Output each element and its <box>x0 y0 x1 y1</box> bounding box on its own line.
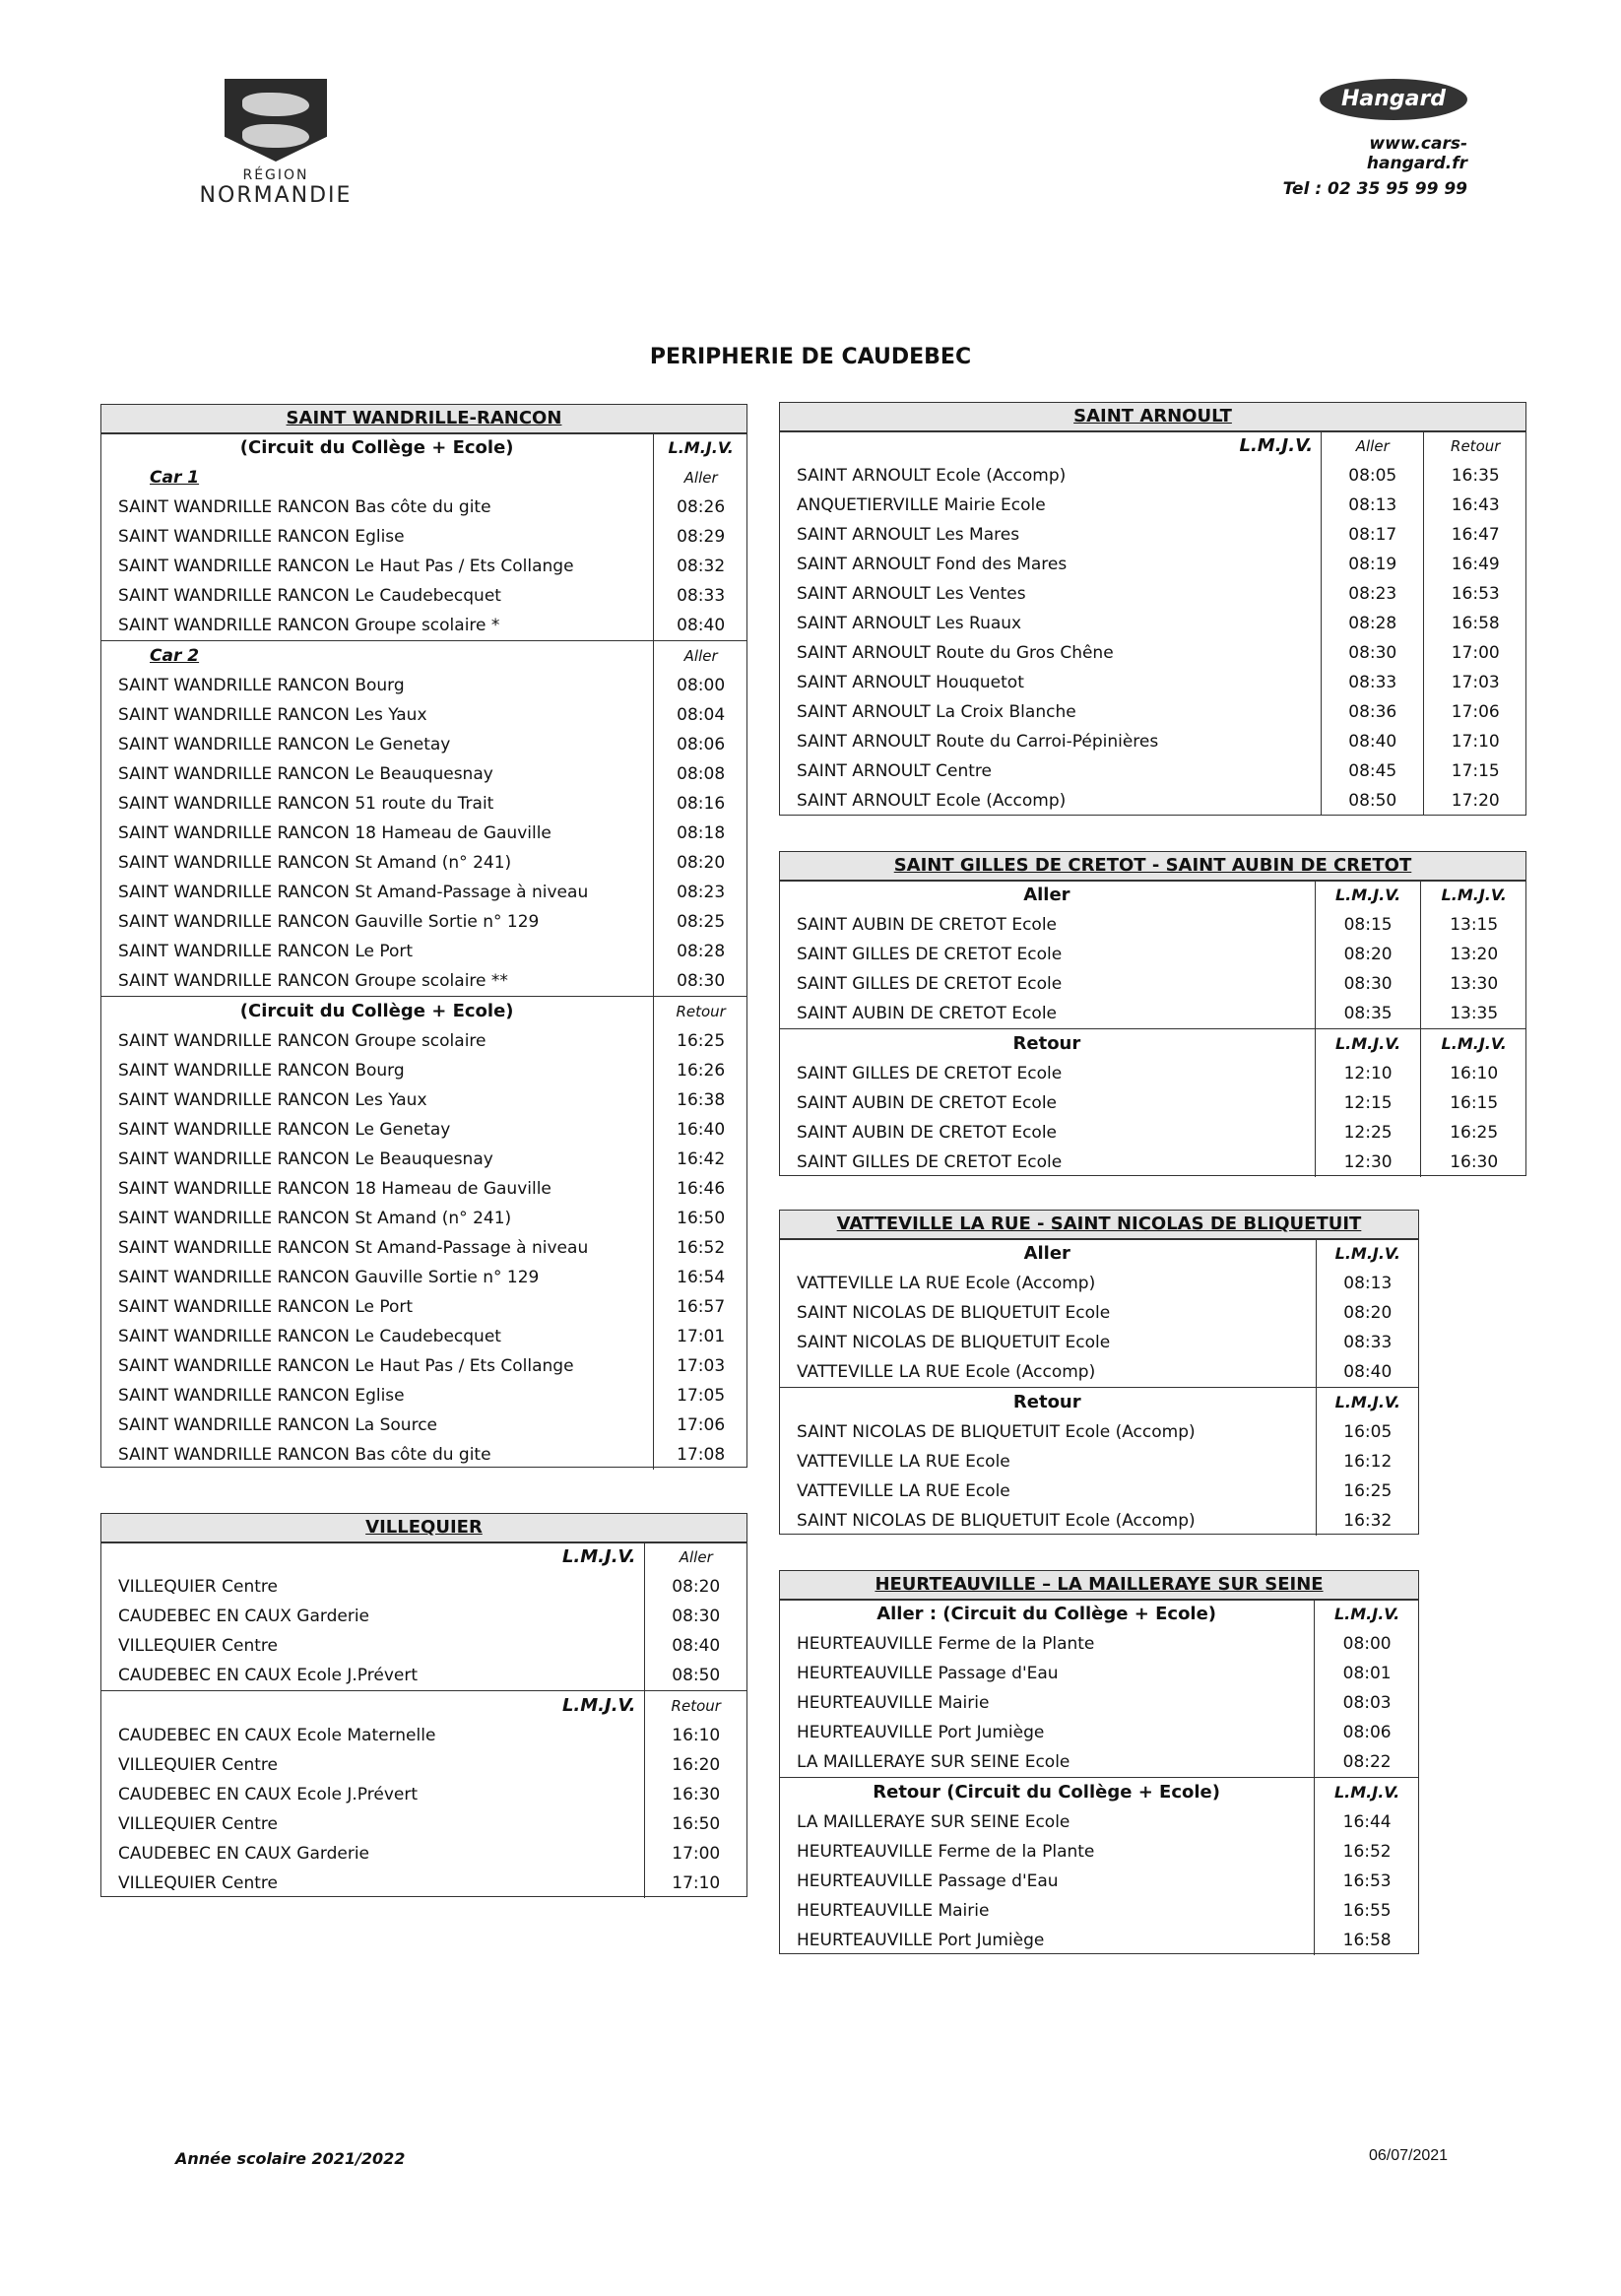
table-title: SAINT WANDRILLE-RANCON <box>100 404 747 433</box>
time-cell: 16:50 <box>654 1204 747 1233</box>
time-cell: 08:20 <box>1315 940 1421 969</box>
time-cell: 16:25 <box>1316 1476 1419 1506</box>
column-header: Aller <box>644 1542 747 1572</box>
stop-name: HEURTEAUVILLE Passage d'Eau <box>797 1871 1059 1891</box>
stop-name: SAINT WANDRILLE RANCON 18 Hameau de Gauville <box>118 1179 551 1199</box>
section-label: Aller <box>1023 885 1070 905</box>
column-header: L.M.J.V. <box>1315 881 1421 910</box>
stop-name: CAUDEBEC EN CAUX Ecole J.Prévert <box>118 1666 418 1685</box>
time-cell: 08:05 <box>1322 461 1424 491</box>
stop-name: SAINT WANDRILLE RANCON Le Beauquesnay <box>118 764 493 784</box>
time-cell: 08:00 <box>1315 1629 1419 1659</box>
time-cell: 08:25 <box>654 907 747 937</box>
stop-name: SAINT WANDRILLE RANCON Groupe scolaire * <box>118 616 500 635</box>
stop-name: SAINT WANDRILLE RANCON St Amand (n° 241) <box>118 853 512 873</box>
column-header: Retour <box>1424 431 1526 461</box>
column-header: L.M.J.V. <box>1316 1239 1419 1269</box>
stop-name: CAUDEBEC EN CAUX Garderie <box>118 1844 370 1864</box>
time-cell: 17:01 <box>654 1322 747 1351</box>
time-cell: 16:47 <box>1424 520 1526 550</box>
stop-name: SAINT AUBIN DE CRETOT Ecole <box>797 1004 1058 1023</box>
time-cell: 08:06 <box>1315 1718 1419 1747</box>
header-divider <box>779 1238 1419 1240</box>
stop-name: HEURTEAUVILLE Port Jumiège <box>797 1723 1045 1742</box>
stop-name: SAINT ARNOULT Centre <box>797 761 992 781</box>
lion-icon <box>242 124 309 148</box>
column-header: Aller <box>654 641 747 672</box>
stop-name: SAINT WANDRILLE RANCON Le Haut Pas / Ets Collange <box>118 1356 574 1376</box>
stop-name: SAINT AUBIN DE CRETOT Ecole <box>797 915 1058 935</box>
normandie-shield-icon <box>225 79 327 162</box>
page-title: PERIPHERIE DE CAUDEBEC <box>649 345 972 369</box>
stop-name: SAINT WANDRILLE RANCON Le Haut Pas / Ets Collange <box>118 557 574 576</box>
stop-name: SAINT ARNOULT Fond des Mares <box>797 555 1068 574</box>
section-label: Retour (Circuit du Collège + Ecole) <box>779 1778 1315 1808</box>
stop-name: SAINT ARNOULT Ecole (Accomp) <box>797 791 1067 811</box>
stop-name: HEURTEAUVILLE Port Jumiège <box>797 1931 1045 1950</box>
stop-name: SAINT AUBIN DE CRETOT Ecole <box>797 1123 1058 1143</box>
time-cell: 17:20 <box>1424 786 1526 816</box>
stop-name: SAINT ARNOULT Les Ruaux <box>797 614 1022 633</box>
time-cell: 08:36 <box>1322 697 1424 727</box>
time-cell: 12:15 <box>1315 1088 1421 1118</box>
stop-name: SAINT WANDRILLE RANCON Bas côte du gite <box>118 497 491 517</box>
time-cell: 08:40 <box>1322 727 1424 756</box>
column-header: L.M.J.V. <box>1315 1778 1419 1808</box>
column-header: L.M.J.V. <box>1316 1388 1419 1418</box>
stop-name: HEURTEAUVILLE Mairie <box>797 1693 990 1713</box>
stop-name: SAINT WANDRILLE RANCON Groupe scolaire ** <box>118 971 508 991</box>
table-border <box>779 1210 1419 1535</box>
time-cell: 12:30 <box>1315 1148 1421 1177</box>
stop-name: SAINT WANDRILLE RANCON Gauville Sortie n° 129 <box>118 912 540 932</box>
time-cell: 08:28 <box>1322 609 1424 638</box>
time-cell: 12:10 <box>1315 1059 1421 1088</box>
time-cell: 16:43 <box>1424 491 1526 520</box>
section-label: Aller <box>1023 1243 1070 1264</box>
stop-name: SAINT WANDRILLE RANCON Les Yaux <box>118 1090 427 1110</box>
table-title: VATTEVILLE LA RUE - SAINT NICOLAS DE BLIQUETUIT <box>779 1210 1419 1239</box>
time-cell: 08:13 <box>1316 1269 1419 1298</box>
time-cell: 08:30 <box>654 966 747 997</box>
time-cell: 13:30 <box>1421 969 1526 999</box>
stop-name: SAINT WANDRILLE RANCON Bourg <box>118 1061 405 1081</box>
time-cell: 17:00 <box>1424 638 1526 668</box>
section-label: Car 1 <box>150 468 200 488</box>
header-divider <box>779 880 1526 882</box>
time-cell: 16:40 <box>654 1115 747 1145</box>
stop-name: CAUDEBEC EN CAUX Ecole Maternelle <box>118 1726 436 1745</box>
stop-name: SAINT WANDRILLE RANCON St Amand-Passage à niveau <box>118 1238 589 1258</box>
time-cell: 16:12 <box>1316 1447 1419 1476</box>
time-cell: 17:10 <box>644 1869 747 1898</box>
stop-name: SAINT NICOLAS DE BLIQUETUIT Ecole (Accomp) <box>797 1422 1196 1442</box>
time-cell: 08:35 <box>1315 999 1421 1029</box>
time-cell: 08:50 <box>644 1661 747 1691</box>
time-cell: 16:58 <box>1424 609 1526 638</box>
stop-name: VATTEVILLE LA RUE Ecole (Accomp) <box>797 1274 1096 1293</box>
time-cell: 16:25 <box>1421 1118 1526 1148</box>
time-cell: 16:26 <box>654 1056 747 1085</box>
stop-name: VATTEVILLE LA RUE Ecole <box>797 1452 1010 1472</box>
website-link[interactable]: www.cars-hangard.fr <box>1366 134 1467 173</box>
time-cell: 08:17 <box>1322 520 1424 550</box>
time-cell: 08:20 <box>654 848 747 878</box>
time-cell: 08:32 <box>654 552 747 581</box>
time-cell: 16:53 <box>1424 579 1526 609</box>
stop-name: SAINT WANDRILLE RANCON St Amand-Passage à niveau <box>118 883 589 902</box>
stop-name: SAINT GILLES DE CRETOT Ecole <box>797 1064 1063 1083</box>
time-cell: 08:13 <box>1322 491 1424 520</box>
time-cell: 16:32 <box>1316 1506 1419 1536</box>
stop-name: SAINT AUBIN DE CRETOT Ecole <box>797 1093 1058 1113</box>
stop-name: LA MAILLERAYE SUR SEINE Ecole <box>797 1752 1070 1772</box>
time-cell: 17:03 <box>654 1351 747 1381</box>
stop-name: VILLEQUIER Centre <box>118 1577 278 1597</box>
time-cell: 08:16 <box>654 789 747 819</box>
table-title: SAINT ARNOULT <box>779 402 1526 431</box>
time-cell: 16:42 <box>654 1145 747 1174</box>
time-cell: 08:30 <box>1322 638 1424 668</box>
time-cell: 08:22 <box>1315 1747 1419 1778</box>
time-cell: 16:58 <box>1315 1926 1419 1955</box>
stop-name: SAINT WANDRILLE RANCON Le Genetay <box>118 1120 451 1140</box>
stop-name: VILLEQUIER Centre <box>118 1636 278 1656</box>
time-cell: 08:04 <box>654 700 747 730</box>
time-cell: 08:33 <box>1316 1328 1419 1357</box>
column-header: L.M.J.V. <box>1421 1029 1526 1060</box>
time-cell: 17:00 <box>644 1839 747 1869</box>
stop-name: SAINT GILLES DE CRETOT Ecole <box>797 945 1063 964</box>
time-cell: 16:10 <box>644 1721 747 1750</box>
time-cell: 08:23 <box>1322 579 1424 609</box>
table-border <box>779 402 1526 816</box>
column-header: Retour <box>654 997 747 1027</box>
section-label: Car 2 <box>100 641 654 672</box>
column-header: Aller <box>1322 431 1424 461</box>
time-cell: 08:45 <box>1322 756 1424 786</box>
stop-name: SAINT WANDRILLE RANCON Le Port <box>118 942 414 961</box>
time-cell: 16:53 <box>1315 1867 1419 1896</box>
time-cell: 16:30 <box>1421 1148 1526 1177</box>
time-cell: 17:06 <box>654 1410 747 1440</box>
stop-name: VILLEQUIER Centre <box>118 1755 278 1775</box>
time-cell: 16:38 <box>654 1085 747 1115</box>
time-cell: 13:20 <box>1421 940 1526 969</box>
stop-name: VATTEVILLE LA RUE Ecole (Accomp) <box>797 1362 1096 1382</box>
time-cell: 16:54 <box>654 1263 747 1292</box>
stop-name: SAINT WANDRILLE RANCON Le Caudebecquet <box>118 1327 501 1346</box>
time-cell: 16:57 <box>654 1292 747 1322</box>
stop-name: SAINT WANDRILLE RANCON 18 Hameau de Gauville <box>118 823 551 843</box>
stop-name: SAINT WANDRILLE RANCON Le Beauquesnay <box>118 1149 493 1169</box>
time-cell: 08:15 <box>1315 910 1421 940</box>
time-cell: 16:55 <box>1315 1896 1419 1926</box>
column-header: L.M.J.V. <box>1421 881 1526 910</box>
time-cell: 17:03 <box>1424 668 1526 697</box>
time-cell: 08:23 <box>654 878 747 907</box>
time-cell: 08:50 <box>1322 786 1424 816</box>
time-cell: 17:10 <box>1424 727 1526 756</box>
stop-name: SAINT ARNOULT Houquetot <box>797 673 1024 692</box>
time-cell: 08:01 <box>1315 1659 1419 1688</box>
time-cell: 17:15 <box>1424 756 1526 786</box>
stop-name: SAINT WANDRILLE RANCON Bourg <box>118 676 405 695</box>
table-border <box>779 1570 1419 1954</box>
time-cell: 08:00 <box>654 671 747 700</box>
stop-name: SAINT WANDRILLE RANCON Le Genetay <box>118 735 451 754</box>
stop-name: SAINT WANDRILLE RANCON Gauville Sortie n° 129 <box>118 1268 540 1287</box>
time-cell: 08:30 <box>644 1602 747 1631</box>
column-header: L.M.J.V. <box>1315 1600 1419 1629</box>
lion-icon <box>242 93 309 116</box>
time-cell: 17:05 <box>654 1381 747 1410</box>
stop-name: SAINT WANDRILLE RANCON 51 route du Trait <box>118 794 494 814</box>
time-cell: 16:15 <box>1421 1088 1526 1118</box>
stop-name: VILLEQUIER Centre <box>118 1814 278 1834</box>
table-border <box>779 851 1526 1176</box>
stop-name: HEURTEAUVILLE Passage d'Eau <box>797 1664 1059 1683</box>
time-cell: 16:05 <box>1316 1417 1419 1447</box>
time-cell: 13:35 <box>1421 999 1526 1029</box>
time-cell: 08:08 <box>654 759 747 789</box>
time-cell: 08:29 <box>654 522 747 552</box>
time-cell: 08:26 <box>654 492 747 522</box>
section-label: (Circuit du Collège + Ecole) <box>100 997 654 1027</box>
stop-name: LA MAILLERAYE SUR SEINE Ecole <box>797 1812 1070 1832</box>
time-cell: 08:06 <box>654 730 747 759</box>
time-cell: 08:18 <box>654 819 747 848</box>
time-cell: 16:35 <box>1424 461 1526 491</box>
column-header: L.M.J.V. <box>654 433 747 463</box>
time-cell: 16:10 <box>1421 1059 1526 1088</box>
normandie-logo <box>187 79 364 208</box>
time-cell: 08:03 <box>1315 1688 1419 1718</box>
time-cell: 08:20 <box>644 1572 747 1602</box>
time-cell: 08:20 <box>1316 1298 1419 1328</box>
school-year: Année scolaire 2021/2022 <box>175 2149 406 2168</box>
hangard-brand: Hangard <box>1320 79 1467 120</box>
document-date: 06/07/2021 <box>1369 2147 1449 2164</box>
time-cell: 16:46 <box>654 1174 747 1204</box>
stop-name: VILLEQUIER Centre <box>118 1873 278 1893</box>
hangard-logo <box>1270 79 1467 199</box>
table-border <box>100 404 747 1468</box>
time-cell: 16:50 <box>644 1809 747 1839</box>
column-header: Aller <box>654 463 747 492</box>
time-cell: 13:15 <box>1421 910 1526 940</box>
header-divider <box>100 1542 747 1543</box>
stop-name: SAINT WANDRILLE RANCON Eglise <box>118 1386 405 1406</box>
stop-name: SAINT WANDRILLE RANCON La Source <box>118 1415 438 1435</box>
stop-name: SAINT WANDRILLE RANCON Bas côte du gite <box>118 1445 491 1465</box>
time-cell: 08:40 <box>654 611 747 641</box>
time-cell: 08:40 <box>1316 1357 1419 1388</box>
stop-name: SAINT WANDRILLE RANCON Groupe scolaire <box>118 1031 486 1051</box>
header-divider <box>779 430 1526 432</box>
time-cell: 08:19 <box>1322 550 1424 579</box>
stop-name: CAUDEBEC EN CAUX Ecole J.Prévert <box>118 1785 418 1804</box>
stop-name: SAINT ARNOULT Route du Gros Chêne <box>797 643 1114 663</box>
table-title: HEURTEAUVILLE – LA MAILLERAYE SUR SEINE <box>779 1570 1419 1600</box>
time-cell: 08:30 <box>1315 969 1421 999</box>
stop-name: SAINT ARNOULT Ecole (Accomp) <box>797 466 1067 486</box>
stop-name: ANQUETIERVILLE Mairie Ecole <box>797 495 1046 515</box>
header-divider <box>100 432 747 434</box>
stop-name: SAINT NICOLAS DE BLIQUETUIT Ecole <box>797 1303 1111 1323</box>
column-header: Retour <box>644 1691 747 1722</box>
stop-name: SAINT WANDRILLE RANCON Le Caudebecquet <box>118 586 501 606</box>
table-title: SAINT GILLES DE CRETOT - SAINT AUBIN DE CRETOT <box>779 851 1526 881</box>
stop-name: SAINT NICOLAS DE BLIQUETUIT Ecole <box>797 1333 1111 1352</box>
table-border <box>100 1513 747 1897</box>
section-label: L.M.J.V. <box>561 1546 636 1567</box>
stop-name: SAINT WANDRILLE RANCON Les Yaux <box>118 705 427 725</box>
section-label: Retour <box>779 1029 1315 1060</box>
time-cell: 08:33 <box>654 581 747 611</box>
stop-name: SAINT GILLES DE CRETOT Ecole <box>797 974 1063 994</box>
region-label: RÉGION <box>242 167 309 183</box>
section-label: L.M.J.V. <box>100 1691 644 1722</box>
time-cell: 17:08 <box>654 1440 747 1470</box>
header-divider <box>779 1599 1419 1601</box>
stop-name: HEURTEAUVILLE Ferme de la Plante <box>797 1842 1095 1862</box>
time-cell: 16:20 <box>644 1750 747 1780</box>
time-cell: 16:30 <box>644 1780 747 1809</box>
stop-name: SAINT ARNOULT Les Mares <box>797 525 1020 545</box>
column-header: L.M.J.V. <box>1315 1029 1421 1060</box>
time-cell: 08:33 <box>1322 668 1424 697</box>
stop-name: SAINT WANDRILLE RANCON Eglise <box>118 527 405 547</box>
section-label: L.M.J.V. <box>1239 435 1314 456</box>
stop-name: HEURTEAUVILLE Mairie <box>797 1901 990 1921</box>
stop-name: SAINT GILLES DE CRETOT Ecole <box>797 1152 1063 1172</box>
time-cell: 08:40 <box>644 1631 747 1661</box>
region-name: NORMANDIE <box>199 183 353 208</box>
time-cell: 16:25 <box>654 1026 747 1056</box>
stop-name: SAINT NICOLAS DE BLIQUETUIT Ecole (Accomp) <box>797 1511 1196 1531</box>
stop-name: SAINT ARNOULT Route du Carroi-Pépinières <box>797 732 1159 752</box>
stop-name: SAINT ARNOULT Les Ventes <box>797 584 1026 604</box>
time-cell: 16:49 <box>1424 550 1526 579</box>
stop-name: CAUDEBEC EN CAUX Garderie <box>118 1607 370 1626</box>
stop-name: SAINT WANDRILLE RANCON Le Port <box>118 1297 414 1317</box>
time-cell: 17:06 <box>1424 697 1526 727</box>
telephone: Tel : 02 35 95 99 99 <box>1282 179 1467 199</box>
stop-name: VATTEVILLE LA RUE Ecole <box>797 1481 1010 1501</box>
time-cell: 12:25 <box>1315 1118 1421 1148</box>
section-label: Retour <box>779 1388 1316 1418</box>
section-label: (Circuit du Collège + Ecole) <box>239 437 514 458</box>
stop-name: HEURTEAUVILLE Ferme de la Plante <box>797 1634 1095 1654</box>
time-cell: 16:52 <box>654 1233 747 1263</box>
time-cell: 16:52 <box>1315 1837 1419 1867</box>
stop-name: SAINT ARNOULT La Croix Blanche <box>797 702 1076 722</box>
time-cell: 16:44 <box>1315 1807 1419 1837</box>
table-title: VILLEQUIER <box>100 1513 747 1542</box>
section-label: Aller : (Circuit du Collège + Ecole) <box>876 1604 1217 1624</box>
time-cell: 08:28 <box>654 937 747 966</box>
stop-name: SAINT WANDRILLE RANCON St Amand (n° 241) <box>118 1209 512 1228</box>
